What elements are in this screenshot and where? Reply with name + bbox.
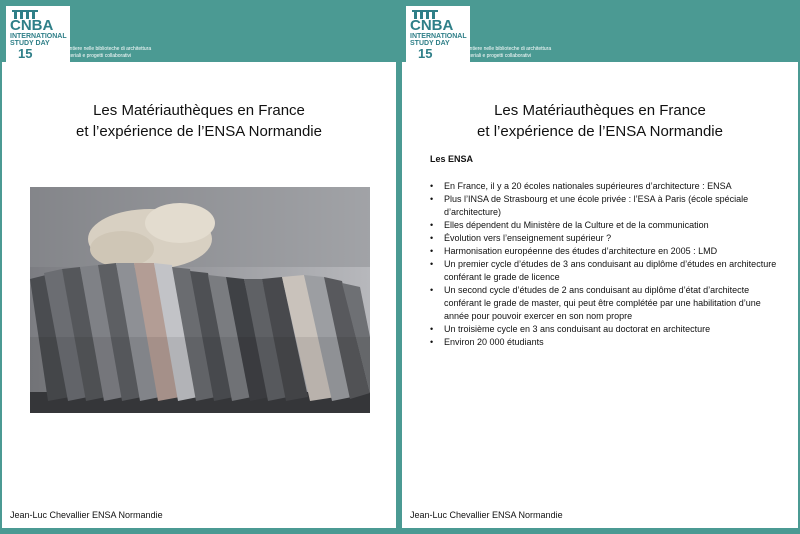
slide-left [2, 0, 396, 528]
footer-author: Jean-Luc Chevallier ENSA Normandie [410, 510, 563, 520]
logo-subtitle-line1: Nuove frontiere nelle biblioteche di architettura [48, 46, 152, 52]
slide-title [2, 100, 396, 142]
logo-number: 15 [418, 46, 433, 61]
title-line2: et l’expérience de l’ENSA Normandie [477, 123, 723, 140]
title-line2: et l’expérience de l’ENSA Normandie [76, 123, 322, 140]
logo-subtitle [448, 46, 551, 60]
list-item: • Un premier cycle d’études de 3 ans conduisant au diplôme d’études en architecture conférant le grade de licence [444, 258, 780, 284]
bullet-list [430, 180, 780, 349]
list-item: • Environ 20 000 étudiants [444, 336, 780, 349]
list-item: • Harmonisation européenne des études d’architecture en 2005 : LMD [444, 245, 780, 258]
list-item: • Un second cycle d’études de 2 ans conduisant au diplôme d’état d’architecte conférant le grade de master, qui peut être complétée par une habilitation d’une année pour pouvoir exercer en son nom propre [444, 284, 780, 323]
logo-cnba-text: CNBA [410, 17, 454, 34]
list-item: • Un troisième cycle en 3 ans conduisant au doctorat en architecture [444, 323, 780, 336]
logo-subtitle-line1: Nuove frontiere nelle biblioteche di architettura [448, 46, 552, 52]
footer-author: Jean-Luc Chevallier ENSA Normandie [10, 510, 163, 520]
list-item: • Elles dépendent du Ministère de la Culture et de la communication [444, 219, 780, 232]
header-band [402, 0, 798, 62]
title-line1: Les Matériauthèques en France [494, 102, 706, 119]
logo-subtitle-line2: edifici materiali e progetti collaborativi [448, 53, 532, 59]
logo-subtitle-line2: edifici materiali e progetti collaborativi [48, 53, 132, 59]
logo-subtitle [48, 46, 151, 60]
title-line1: Les Matériauthèques en France [93, 102, 305, 119]
logo-cnba-text: CNBA [10, 17, 54, 34]
logo-isd-text: INTERNATIONAL STUDY DAY [410, 33, 467, 47]
list-item: • En France, il y a 20 écoles nationales supérieures d’architecture : ENSA [444, 180, 780, 193]
list-item: • Évolution vers l’enseignement supérieur ? [444, 232, 780, 245]
list-item: • Plus l’INSA de Strasbourg et une école privée : l’ESA à Paris (école spéciale d’architecture) [444, 193, 780, 219]
stone-samples-photo [30, 187, 370, 413]
logo-number: 15 [18, 46, 33, 61]
logo-isd-text: INTERNATIONAL STUDY DAY [10, 33, 67, 47]
slide-right [402, 0, 798, 528]
section-heading: Les ENSA [430, 154, 474, 164]
slide-title [402, 100, 798, 142]
header-band [2, 0, 396, 62]
